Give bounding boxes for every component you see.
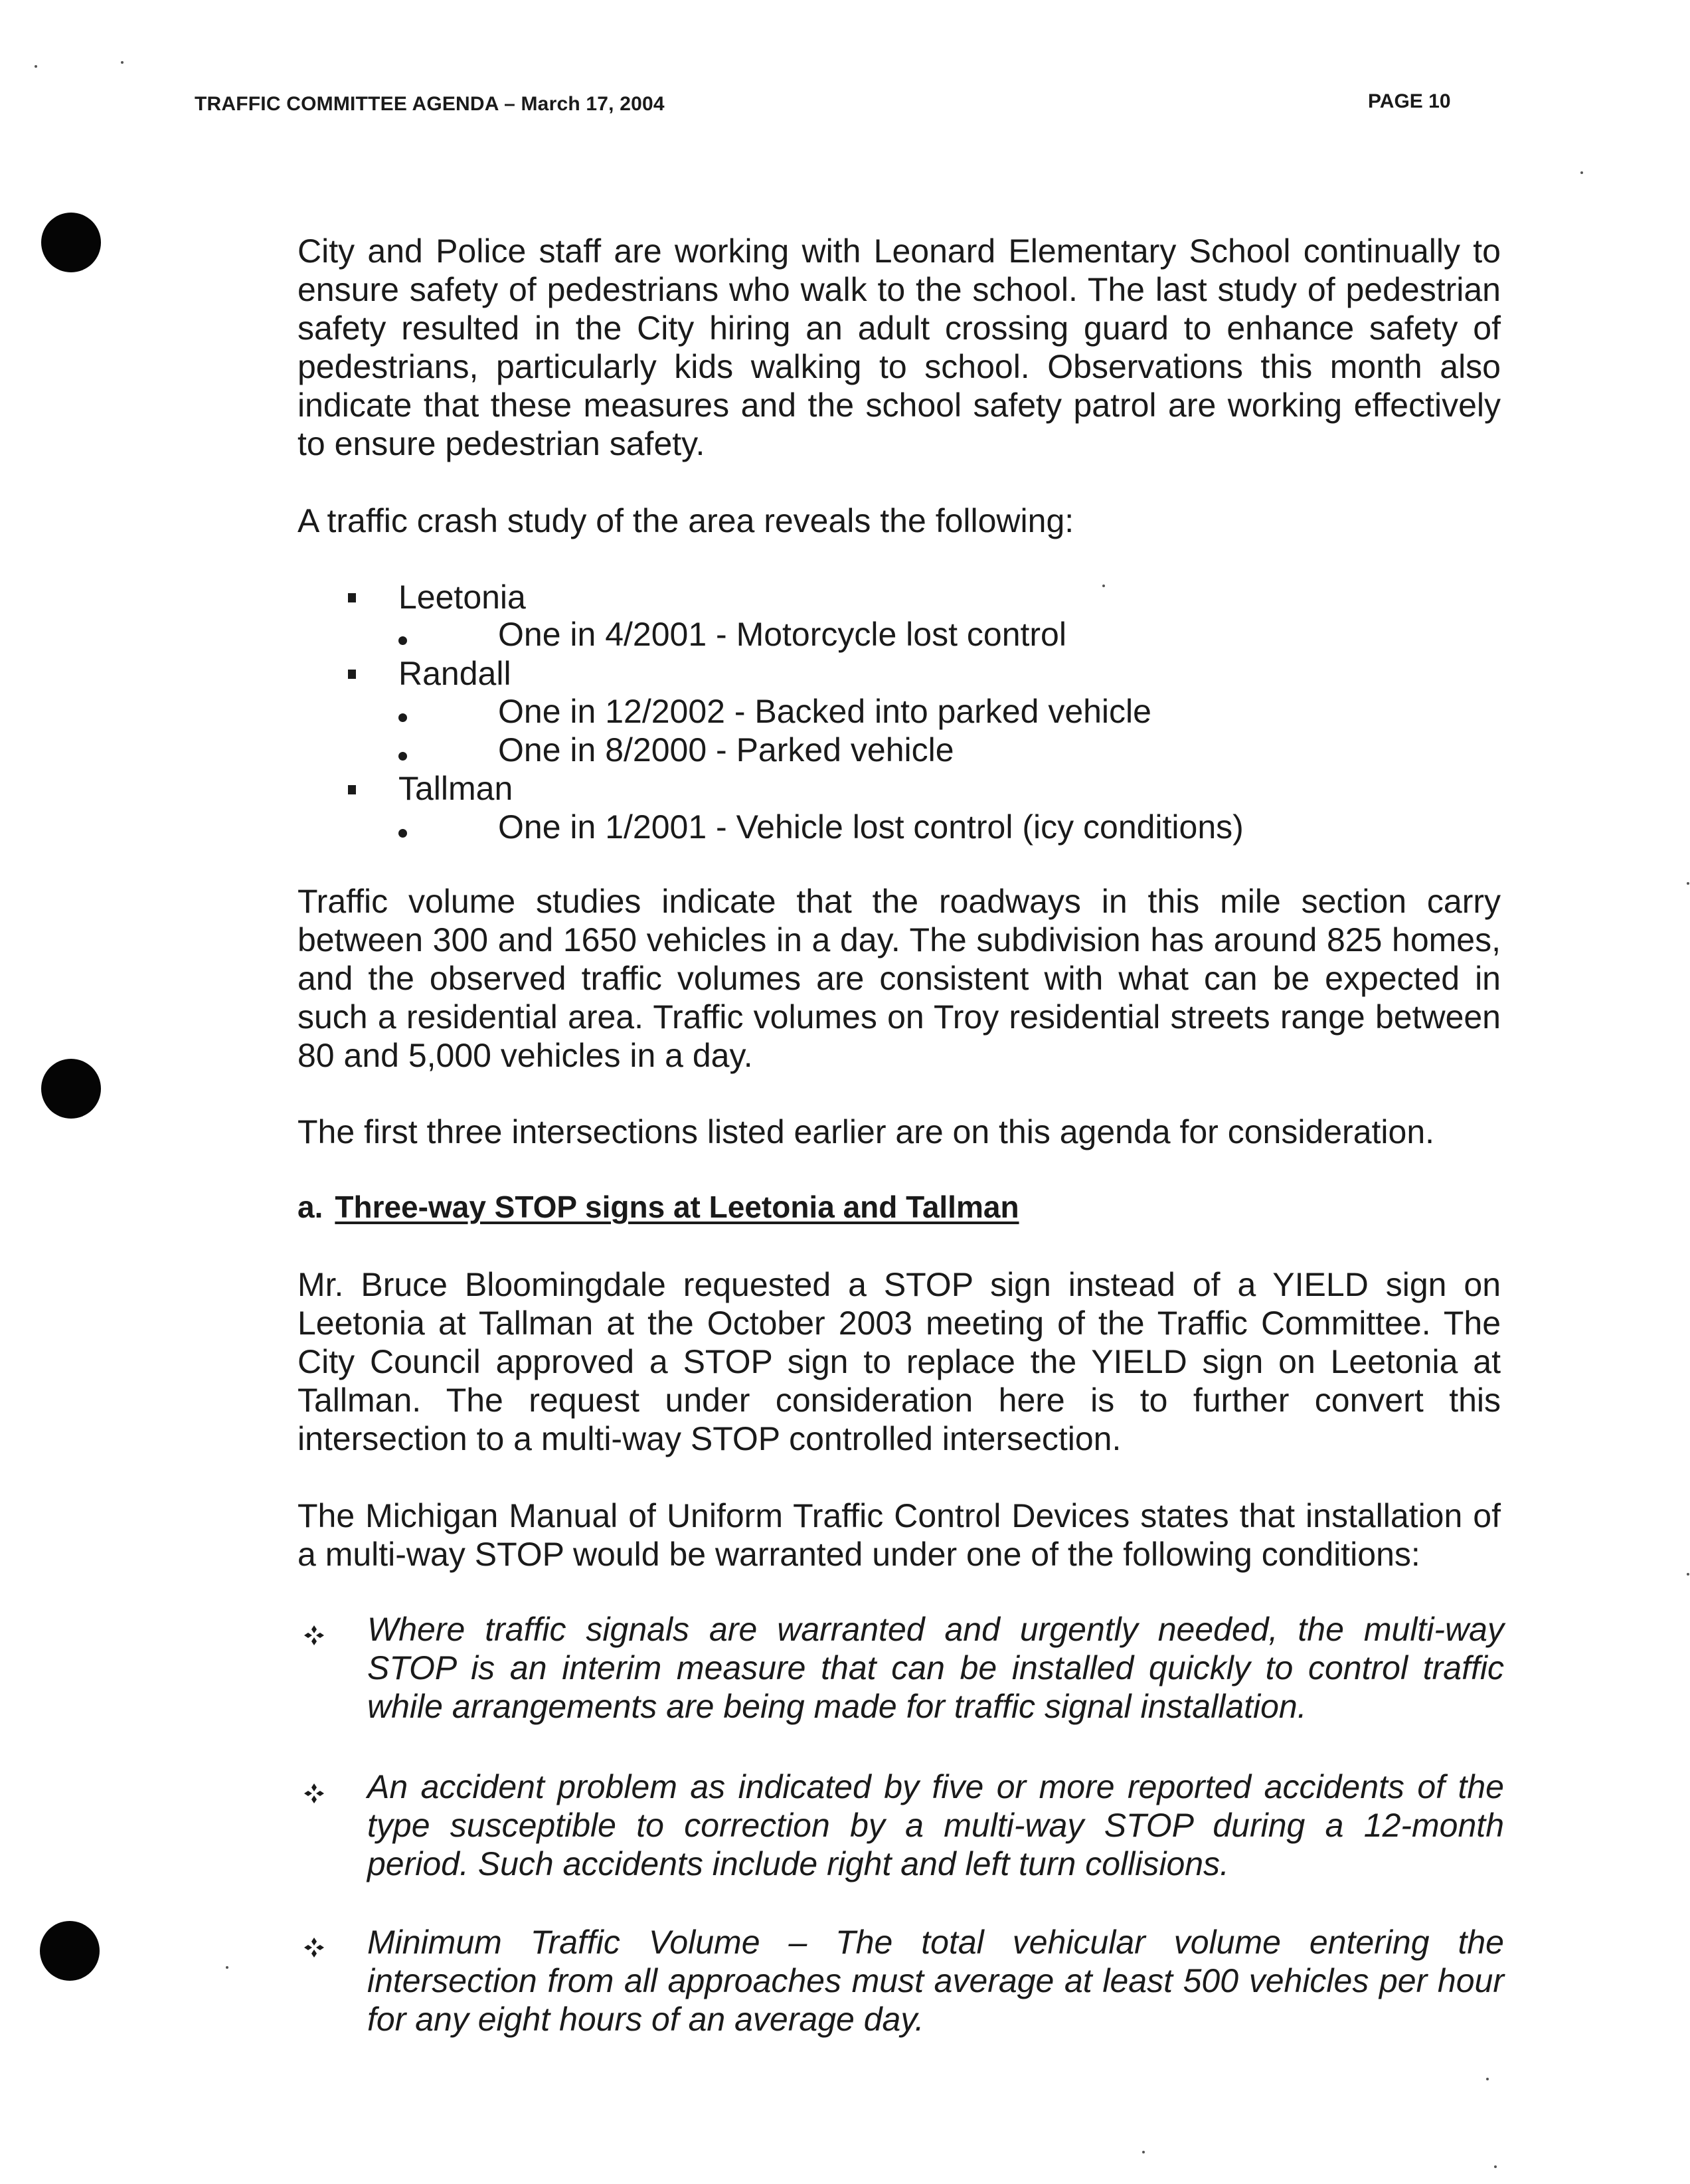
crash-item: One in 4/2001 - Motorcycle lost control: [498, 616, 1066, 653]
square-bullet-icon: [348, 785, 356, 794]
crash-item: One in 8/2000 - Parked vehicle: [498, 731, 954, 769]
scan-speck: [226, 1966, 228, 1969]
diamond-bullet-icon: [303, 1782, 325, 1805]
paragraph-traffic-volume: Traffic volume studies indicate that the roadways in this mile section carry between 300 and 1650 vehicles in a day. The subdivision has around 825 homes, and the observed traffic volumes are consistent with what can be expected in such a residential area. Traffic volumes on Troy residential streets range between 80 and 5,000 vehicles in a day.: [297, 883, 1501, 1074]
punch-hole-bottom: [40, 1921, 100, 1981]
scan-speck: [1580, 171, 1583, 174]
crash-street-randall: Randall: [398, 655, 511, 692]
scan-speck: [1687, 1573, 1689, 1576]
scan-speck: [1494, 2165, 1497, 2168]
section-heading: [297, 1189, 1019, 1225]
punch-hole-top: [41, 213, 101, 272]
scan-speck: [1102, 585, 1105, 587]
punch-hole-middle: [41, 1059, 101, 1119]
condition-item: Minimum Traffic Volume – The total vehicular volume entering the intersection from all approaches must average at least 500 vehicles per hour for any eight hours of an average day.: [367, 1924, 1504, 2038]
scan-speck: [1687, 882, 1689, 885]
scan-speck: [35, 65, 37, 68]
scan-speck: [1486, 2078, 1489, 2080]
crash-street-tallman: Tallman: [398, 770, 513, 807]
page-number: PAGE 10: [1368, 90, 1451, 112]
section-title: Three-way STOP signs at Leetonia and Tallman: [335, 1190, 1019, 1224]
crash-street-leetonia: Leetonia: [398, 579, 526, 616]
section-letter: a.: [297, 1190, 323, 1224]
dot-bullet-icon: [398, 829, 407, 838]
condition-item: Where traffic signals are warranted and urgently needed, the multi-way STOP is an interim measure that can be installed quickly to control traffic while arrangements are being made for traffic signal installation.: [367, 1611, 1504, 1725]
diamond-bullet-icon: [303, 1936, 325, 1959]
dot-bullet-icon: [398, 752, 407, 761]
paragraph-pedestrian-safety: City and Police staff are working with Leonard Elementary School continually to ensure safety of pedestrians who walk to the school. The last study of pedestrian safety resulted in the City hiring an adult crossing guard to enhance safety of pedestrians, particularly kids walking to school. Observations this month also indicate that these measures and the school safety patrol are working effectively to ensure pedestrian safety.: [297, 232, 1501, 462]
scan-speck: [121, 61, 124, 64]
paragraph-request: Mr. Bruce Bloomingdale requested a STOP sign instead of a YIELD sign on Leetonia at Tallman at the October 2003 meeting of the Traffic Committee. The City Council approved a STOP sign to replace the YIELD sign on Leetonia at Tallman. The request under consideration here is to further convert this intersection to a multi-way STOP controlled intersection.: [297, 1266, 1501, 1457]
square-bullet-icon: [348, 670, 356, 679]
diamond-bullet-icon: [303, 1624, 325, 1647]
paragraph-agenda-note: The first three intersections listed earlier are on this agenda for consideration.: [297, 1113, 1435, 1150]
crash-item: One in 1/2001 - Vehicle lost control (icy conditions): [498, 808, 1244, 846]
square-bullet-icon: [348, 593, 356, 602]
document-header-title: TRAFFIC COMMITTEE AGENDA – March 17, 2004: [195, 93, 665, 115]
paragraph-crash-study-intro: A traffic crash study of the area reveals the following:: [297, 502, 1074, 539]
condition-item: An accident problem as indicated by five or more reported accidents of the type susceptible to correction by a multi-way STOP during a 12-month period. Such accidents include right and left turn collisions.: [367, 1768, 1504, 1882]
scan-speck: [1142, 2151, 1145, 2153]
dot-bullet-icon: [398, 636, 407, 645]
paragraph-mmutcd: The Michigan Manual of Uniform Traffic Control Devices states that installation of a multi-way STOP would be warranted under one of the following conditions:: [297, 1497, 1501, 1573]
crash-item: One in 12/2002 - Backed into parked vehicle: [498, 693, 1151, 730]
dot-bullet-icon: [398, 713, 407, 722]
